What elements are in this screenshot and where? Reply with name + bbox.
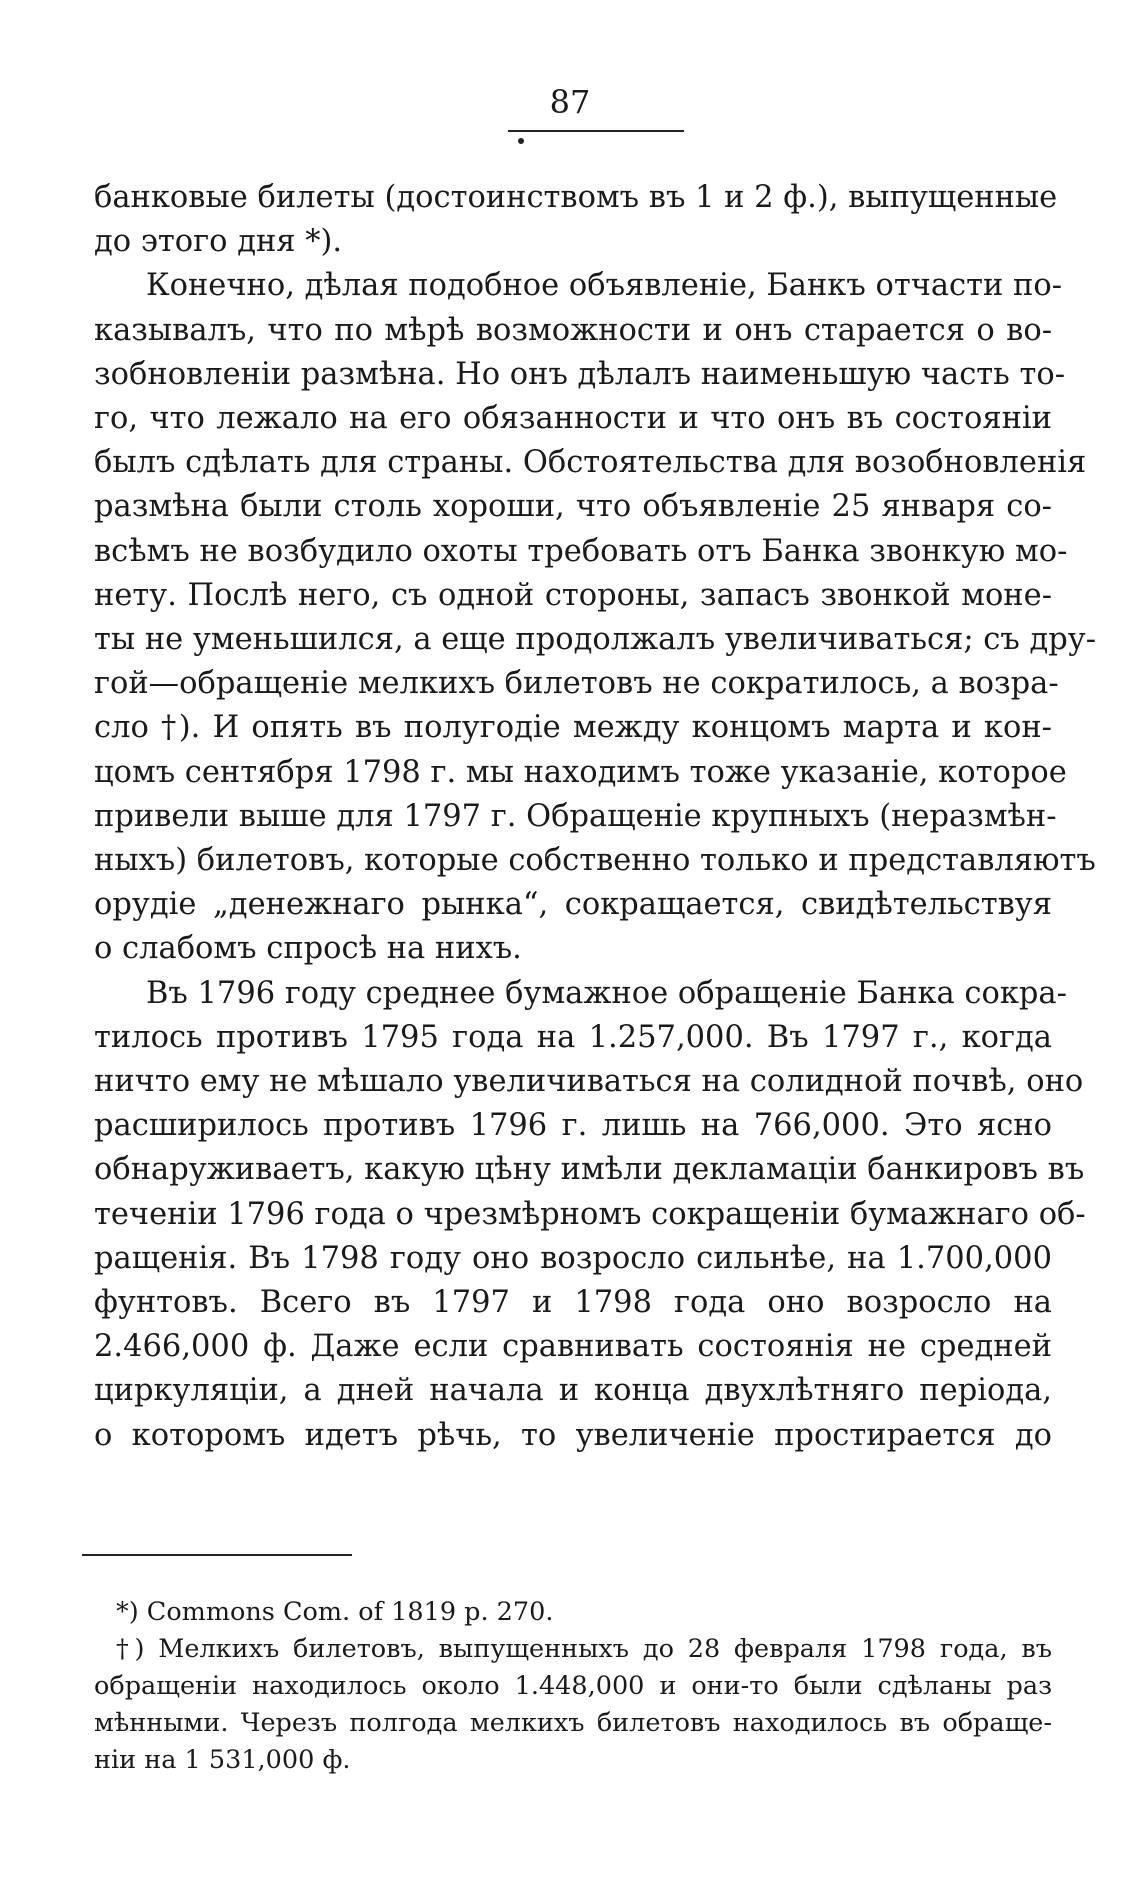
body-line: о слабомъ спросѣ на нихъ. [94,931,522,967]
footnote-line: обращеніи находилось около 1.448,000 и они-то были сдѣланы раз [94,1671,1052,1701]
header-rule [508,130,684,132]
page-number: 87 [549,83,591,121]
footnote-rule [82,1554,352,1556]
body-line: привели выше для 1797 г. Обращеніе крупныхъ (неразмѣн- [94,798,1057,834]
body-line: го, что лежало на его обязанности и что онъ въ состояніи [94,401,1052,437]
body-line: Въ 1796 году среднее бумажное обращеніе Банка сокра- [146,975,1067,1011]
body-line: теченіи 1796 года о чрезмѣрномъ сокращеніи бумажнаго об- [94,1196,1086,1232]
body-line: казывалъ, что по мѣрѣ возможности и онъ старается о во- [94,312,1052,348]
footnotes [94,1594,1052,1779]
body-line: ныхъ) билетовъ, которые собственно только и представляютъ [94,843,1096,879]
body-text [94,176,1097,1458]
body-line: размѣна были столь хороши, что объявленіе 25 января со- [94,489,1052,525]
body-line: всѣмъ не возбудило охоты требовать отъ Банка звонкую мо- [94,533,1068,569]
body-line: до этого дня *). [94,224,343,260]
footnote-line: †) Мелкихъ билетовъ, выпущенныхъ до 28 февраля 1798 года, въ [116,1634,1052,1664]
body-line: гой—обращеніе мелкихъ билетовъ не сократилось, а возра- [94,666,1059,702]
body-line: ты не уменьшился, а еще продолжалъ увеличиваться; съ дру- [94,622,1097,658]
body-line: расширилось противъ 1796 г. лишь на 766,000. Это ясно [94,1108,1052,1144]
footnote-line: мѣнными. Черезъ полгода мелкихъ билетовъ находилось въ обраще- [94,1708,1052,1738]
body-line: цомъ сентября 1798 г. мы находимъ тоже указаніе, которое [94,754,1067,790]
body-line: о которомъ идетъ рѣчь, то увеличеніе простирается до [94,1417,1052,1453]
body-line: орудіе „денежнаго рынка“, сокращается, свидѣтельствуя [94,887,1052,923]
body-line: зобновленіи размѣна. Но онъ дѣлалъ наименьшую часть то- [94,356,1066,392]
body-line: былъ сдѣлать для страны. Обстоятельства для возобновленія [94,445,1087,481]
body-line: сло †). И опять въ полугодіе между концомъ марта и кон- [94,710,1052,746]
body-line: нету. Послѣ него, съ одной стороны, запасъ звонкой моне- [94,577,1052,613]
body-line: Конечно, дѣлая подобное объявленіе, Банкъ отчасти по- [146,268,1063,304]
body-line: ничто ему не мѣшало увеличиваться на солидной почвѣ, оно [94,1064,1084,1100]
body-line: тилось противъ 1795 года на 1.257,000. Въ 1797 г., когда [94,1019,1052,1055]
body-line: банковые билеты (достоинствомъ въ 1 и 2 ф.), выпущенные [94,180,1058,215]
body-line: ращенія. Въ 1798 году оно возросло сильнѣе, на 1.700,000 [94,1240,1052,1276]
body-line: обнаруживаетъ, какую цѣну имѣли декламаціи банкировъ въ [94,1152,1085,1188]
body-line: 2.466,000 ф. Даже если сравнивать состоянія не средней [94,1329,1052,1365]
body-line: циркуляціи, а дней начала и конца двухлѣтняго періода, [94,1373,1052,1409]
footnote-line: *) Commons Com. of 1819 p. 270. [116,1597,554,1627]
header-dot [518,138,524,144]
footnote-line: ніи на 1 531,000 ф. [94,1745,351,1775]
body-line: фунтовъ. Всего въ 1797 и 1798 года оно возросло на [94,1285,1052,1321]
